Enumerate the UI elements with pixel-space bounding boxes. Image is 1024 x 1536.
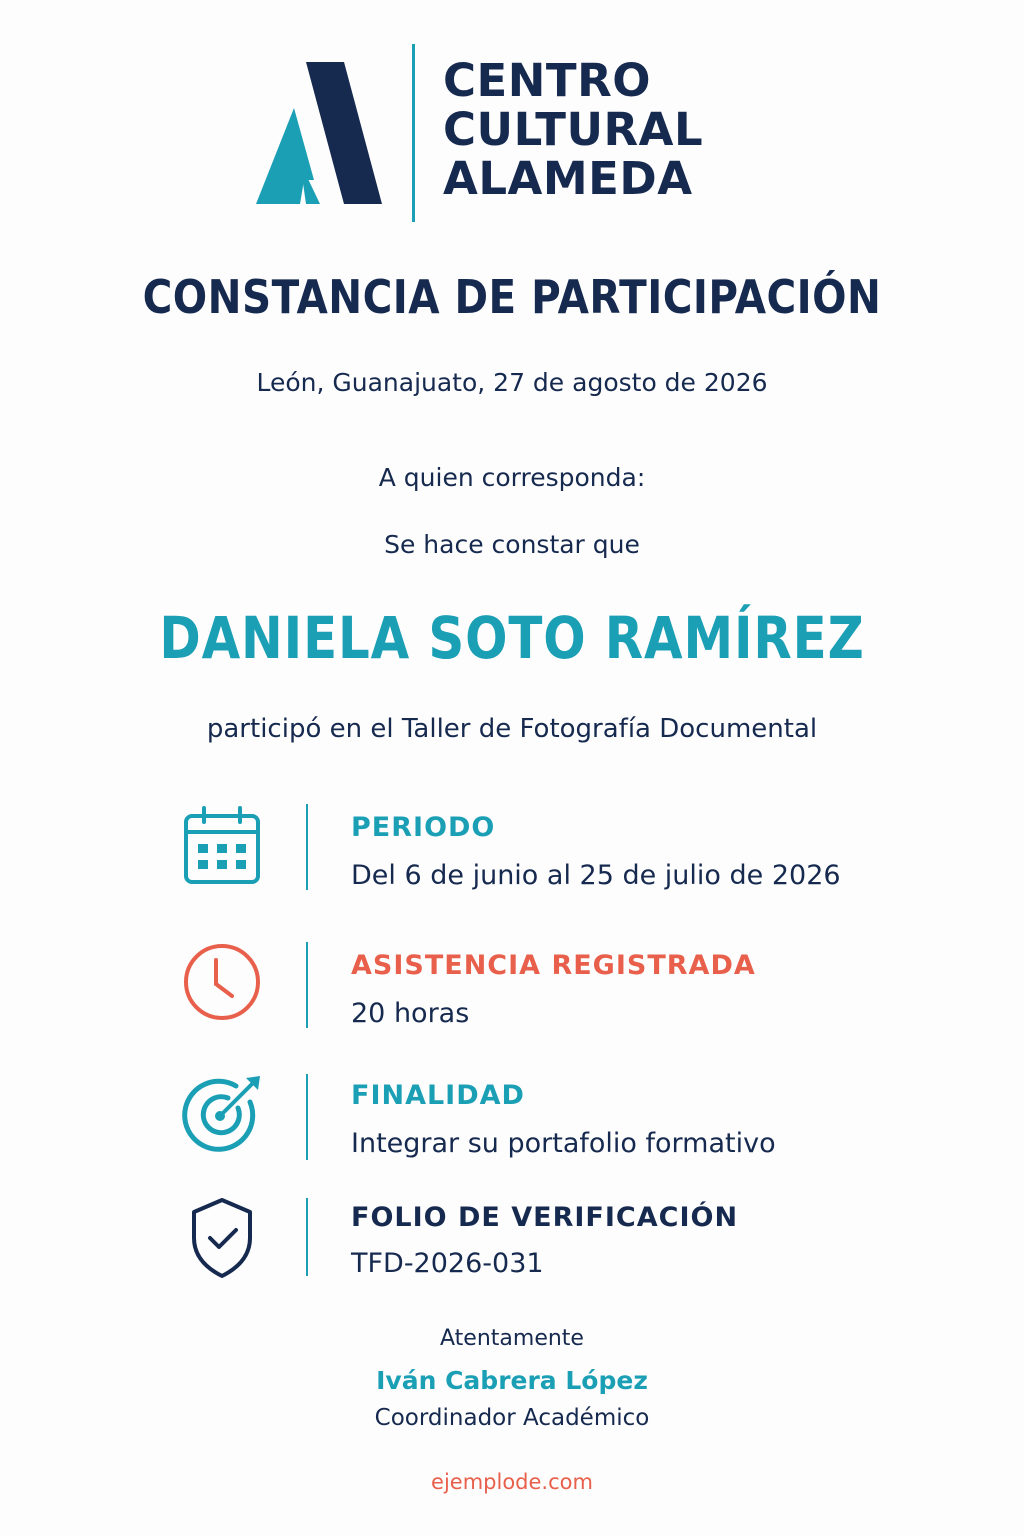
document-title: CONSTANCIA DE PARTICIPACIÓN <box>142 270 882 324</box>
calendar-icon <box>180 804 264 888</box>
shield-check-icon <box>180 1196 264 1280</box>
logo-line-2: CULTURAL <box>443 103 704 156</box>
intro-text: Se hace constar que <box>384 530 640 559</box>
detail-separator <box>306 942 308 1028</box>
detail-label: FOLIO DE VERIFICACIÓN <box>351 1202 739 1233</box>
detail-label: FINALIDAD <box>351 1080 525 1111</box>
detail-label: ASISTENCIA REGISTRADA <box>351 950 756 981</box>
salutation: A quien corresponda: <box>378 463 646 492</box>
signer-name: Iván Cabrera López <box>376 1366 648 1395</box>
website-link[interactable]: ejemplode.com <box>431 1470 593 1494</box>
participant-name: DANIELA SOTO RAMÍREZ <box>159 604 865 672</box>
detail-separator <box>306 804 308 890</box>
detail-value: 20 horas <box>351 998 470 1029</box>
detail-value: Integrar su portafolio formativo <box>351 1128 776 1159</box>
closing-text: Atentamente <box>440 1326 584 1351</box>
target-icon <box>180 1072 264 1156</box>
signer-role: Coordinador Académico <box>374 1405 650 1431</box>
detail-separator <box>306 1074 308 1160</box>
detail-value: Del 6 de junio al 25 de julio de 2026 <box>351 860 841 891</box>
detail-value: TFD-2026-031 <box>351 1248 544 1279</box>
institution-logo <box>0 40 1024 230</box>
clock-icon <box>180 940 264 1024</box>
letter-a-logo-icon <box>256 62 382 204</box>
activity-description: participó en el Taller de Fotografía Documental <box>206 714 818 744</box>
place-date: León, Guanajuato, 27 de agosto de 2026 <box>256 368 768 397</box>
logo-divider <box>412 44 415 222</box>
detail-separator <box>306 1198 308 1276</box>
detail-label: PERIODO <box>351 812 496 843</box>
logo-line-1: CENTRO <box>443 54 652 107</box>
institution-name <box>443 56 703 203</box>
logo-line-3: ALAMEDA <box>443 152 693 205</box>
